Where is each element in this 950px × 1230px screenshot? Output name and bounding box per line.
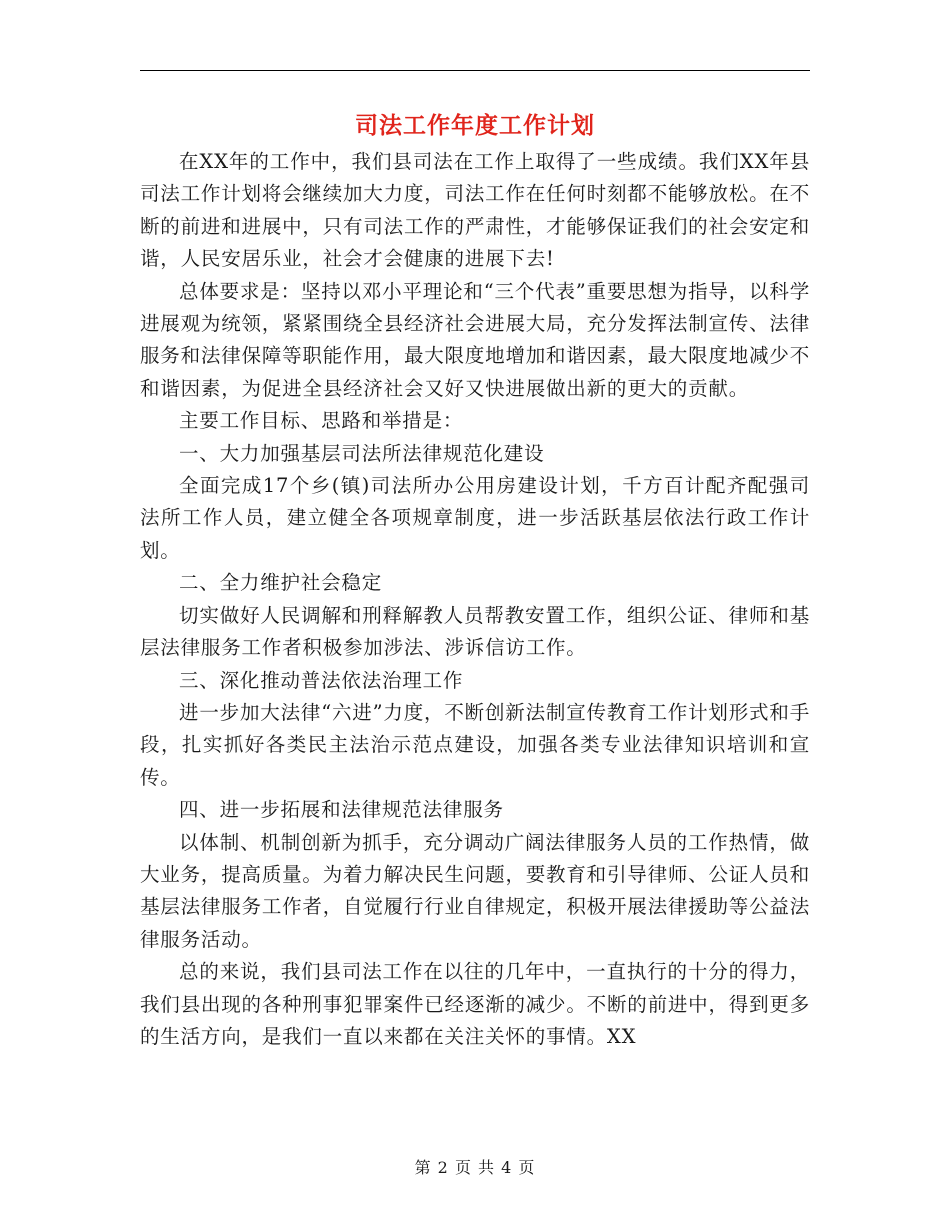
paragraph-section-1: 全面完成17个乡(镇)司法所办公用房建设计划，千方百计配齐配强司法所工作人员，建立健全各项规章制度，进一步活跃基层依法行政工作计划。 [140, 474, 810, 562]
header-rule [140, 70, 810, 71]
paragraph-section-2: 切实做好人民调解和刑释解教人员帮教安置工作，组织公证、律师和基层法律服务工作者积极参加涉法、涉诉信访工作。 [140, 603, 810, 660]
paragraph-section-4: 以体制、机制创新为抓手，充分调动广阔法律服务人员的工作热情，做大业务，提高质量。为着力解决民生问题，要教育和引导律师、公证人员和基层法律服务工作者，自觉履行行业自律规定，积极开展法律援助等公益法律服务活动。 [140, 830, 810, 951]
section-heading-3: 三、深化推动普法依法治理工作 [179, 668, 464, 692]
paragraph-section-3: 进一步加大法律“六进”力度，不断创新法制宣传教育工作计划形式和手段，扎实抓好各类民主法治示范点建设，加强各类专业法律知识培训和宣传。 [140, 700, 810, 789]
section-heading-4: 四、进一步拓展和法律规范法律服务 [179, 798, 504, 822]
paragraph-summary: 总的来说，我们县司法工作在以往的几年中，一直执行的十分的得力，我们县出现的各种刑事犯罪案件已经逐渐的减少。不断的前进中，得到更多的生活方向，是我们一直以来都在关注关怀的事情。XX [140, 960, 810, 1048]
document-title: 司法工作年度工作计划 [355, 112, 595, 139]
section-heading-1: 一、大力加强基层司法所法律规范化建设 [179, 441, 545, 465]
paragraph-main-goals-heading: 主要工作目标、思路和举措是： [179, 409, 464, 433]
document-body [140, 146, 810, 1053]
section-heading-2: 二、全力维护社会稳定 [179, 571, 383, 595]
page-number: 第 2 页 共 4 页 [414, 1158, 536, 1177]
paragraph-intro: 在XX年的工作中，我们县司法在工作上取得了一些成绩。我们XX年县司法工作计划将会继续加大力度，司法工作在任何时刻都不能够放松。在不断的前进和进展中，只有司法工作的严肃性，才能够保证我们的社会安定和谐，人民安居乐业，社会才会健康的进展下去! [140, 150, 810, 271]
paragraph-general-requirements: 总体要求是：坚持以邓小平理论和“三个代表”重要思想为指导，以科学进展观为统领，紧紧围绕全县经济社会进展大局，充分发挥法制宣传、法律服务和法律保障等职能作用，最大限度地增加和谐因素，最大限度地减少不和谐因素，为促进全县经济社会又好又快进展做出新的更大的贡献。 [140, 279, 810, 400]
